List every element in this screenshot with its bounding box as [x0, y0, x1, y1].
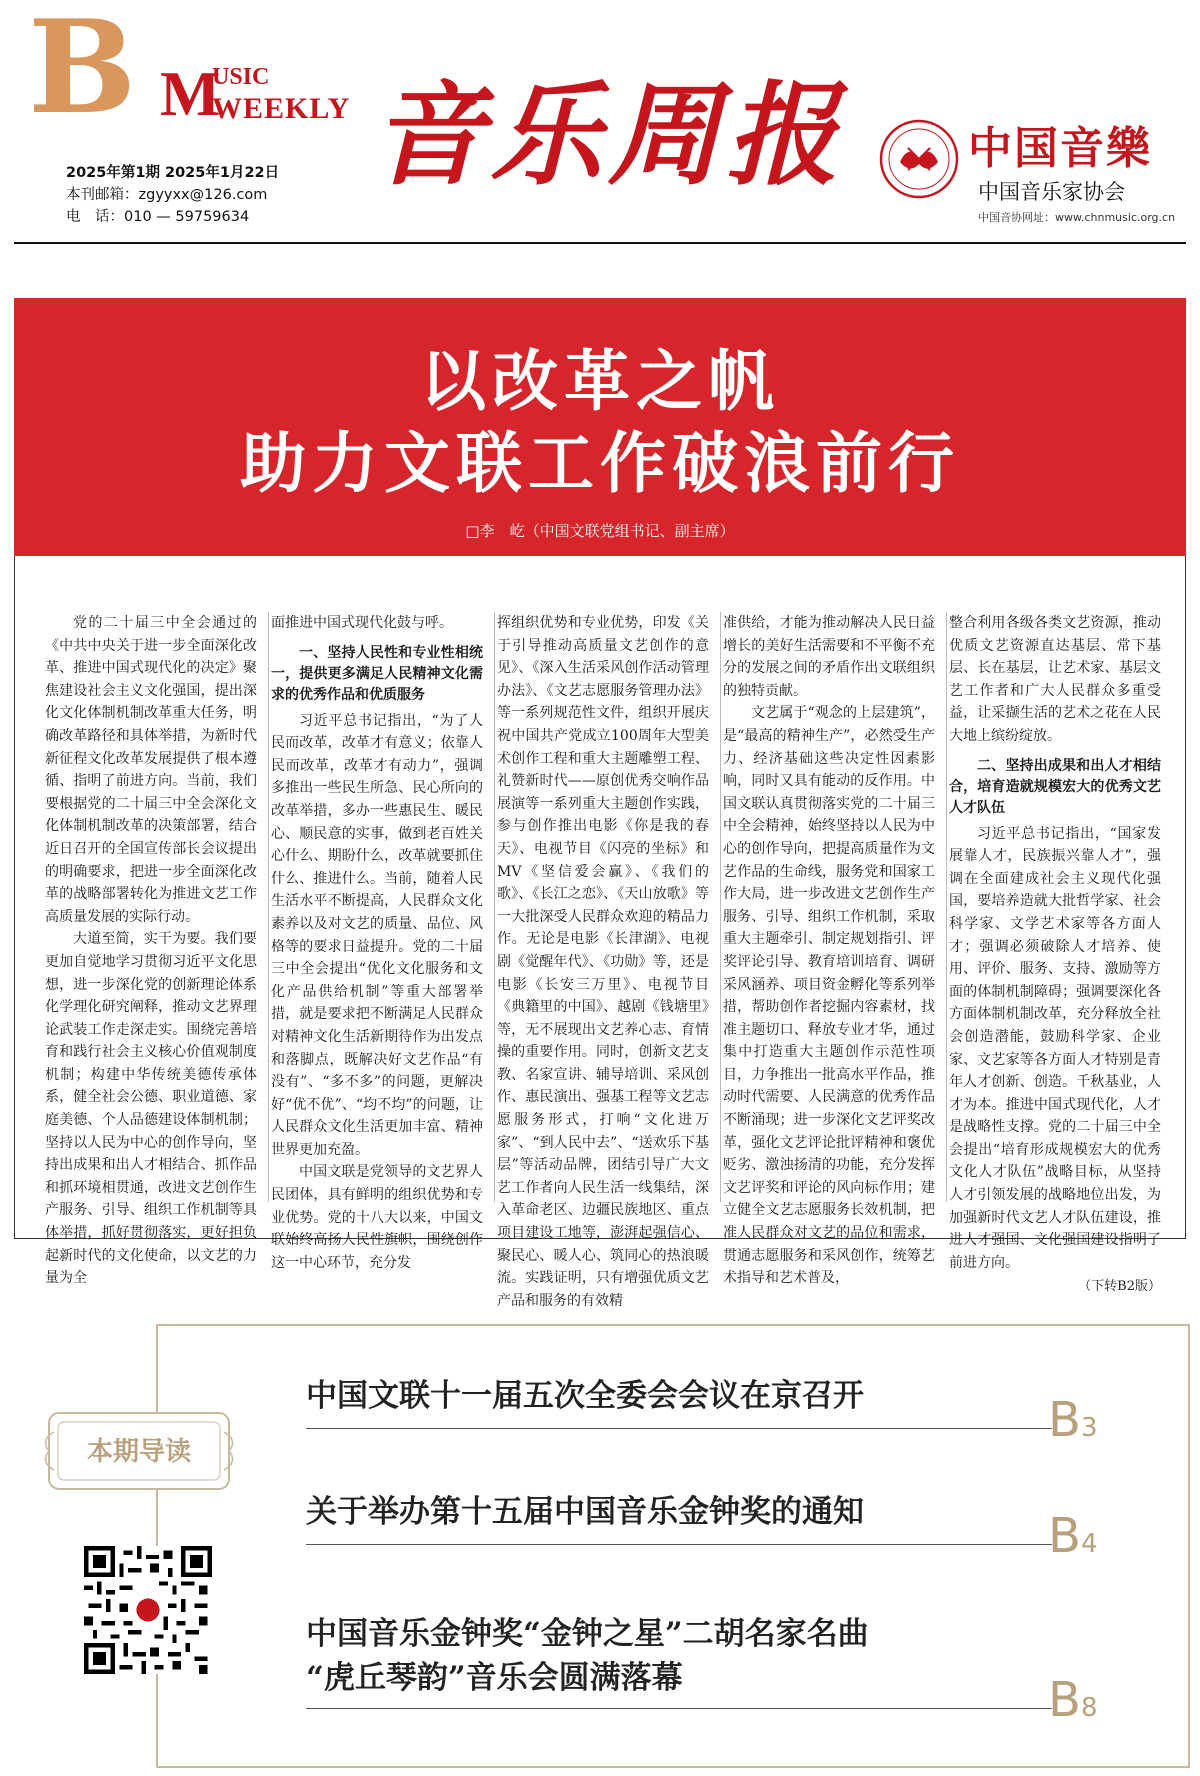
toc-page-letter: B: [1048, 1508, 1081, 1564]
association-seal-icon: [878, 118, 960, 200]
masthead: [0, 0, 1200, 245]
toc-item-3-title-line-2[interactable]: “虎丘琴韵”音乐会圆满落幕: [306, 1660, 683, 1696]
article-column-1: [45, 612, 257, 1287]
toc-item-3-rule: [306, 1708, 1052, 1709]
contents-badge: [46, 1410, 232, 1492]
toc-item-1-rule: [306, 1428, 1052, 1429]
toc-page-letter: B: [1048, 1392, 1081, 1448]
toc-item-3-page[interactable]: [1048, 1672, 1097, 1728]
association-name: 中国音乐家协会: [978, 180, 1125, 204]
article-columns: [45, 612, 1161, 1309]
phone-line: 电 话：010 — 59759634: [66, 209, 250, 225]
issue-info: [66, 162, 279, 228]
association-calligraphy: 中国音樂: [968, 123, 1152, 174]
toc-page-number: 4: [1080, 1529, 1098, 1559]
byline: □李 屹（中国文联党组书记、副主席）: [465, 522, 735, 540]
headline-line-2: 助力文联工作破浪前行: [240, 425, 960, 502]
article-column-2: [271, 612, 483, 1271]
toc-page-letter: B: [1048, 1672, 1081, 1728]
toc-item-3-title-line-1[interactable]: 中国音乐金钟奖“金钟之星”二胡名家名曲: [306, 1616, 869, 1652]
toc-page-number: 8: [1080, 1693, 1098, 1723]
email-line: 本刊邮箱：zgyyxx@126.com: [66, 187, 268, 203]
contents-badge-label: 本期导读: [86, 1437, 192, 1467]
toc-item-1-page[interactable]: [1048, 1392, 1097, 1448]
section-heading-2: 二、坚持出成果和出人才相结合，培育造就规模宏大的优秀文艺人才队伍: [949, 757, 1161, 816]
article-column-4: [723, 612, 935, 1287]
article-column-5: [949, 612, 1161, 1295]
toc-item-2-title[interactable]: 关于举办第十五届中国音乐金钟奖的通知: [306, 1494, 864, 1530]
article-paragraph: 整合利用各级各类文艺资源，推动优质文艺资源直达基层、常下基层、长在基层，让艺术家、基层文艺工作者和广大人民群众多重受益，让采撷生活的艺术之花在人民大地上缤纷绽放。: [949, 615, 1161, 744]
headline-line-1: 以改革之帆: [420, 343, 780, 420]
article-paragraph: 文艺属于“观念的上层建筑”，是“最高的精神生产”，必然受生产力、经济基础这些决定性因素影响，同时又具有能动的反作用。中国文联认真贯彻落实党的二十届三中全会精神，始终坚持以人民为中心的创作导向，把提高质量作为文艺作品的生命线，服务党和国家工作大局，进一步改进文艺创作生产服务、引导、组织工作机制，采取重大主题牵引、制定规划指引、评奖评论引导、教育培训培育、调研采风涵养、项目资金孵化等系列举措，帮助创作者挖掘内容素材，找准主题切口、释放专业才华，通过集中打造重大主题创作示范性项目，力争推出一批高水平作品，推动时代需要、人民满意的优秀作品不断涌现；进一步深化文艺评奖改革，强化文艺评论批评精神和褒优贬劣、激浊扬清的功能，充分发挥文艺评奖和评论的风向标作用；建立健全文艺志愿服务长效机制，把准人民群众对文艺的品位和需求，贯通志愿服务和采风创作，统筹艺术指导和艺术普及，: [723, 705, 935, 1287]
logo-letter-m: M: [160, 58, 221, 129]
logo-usic: USIC: [212, 64, 270, 90]
toc-page-number: 3: [1080, 1413, 1098, 1443]
article-paragraph: 挥组织优势和专业优势，印发《关于引导推动高质量文艺创作的意见》、《深入生活采风创作活动管理办法》、《文艺志愿服务管理办法》等一系列规范性文件，组织开展庆祝中国共产党成立100周年大型美术创作工程和重大主题雕塑工程、礼赞新时代——原创优秀交响作品展演等一系列重大主题创作实践，参与创作推出电影《你是我的春天》、电视节目《闪亮的坐标》和MV《坚信爱会赢》、《我们的歌》、《长江之恋》、《天山放歌》等一大批深受人民群众欢迎的精品力作。无论是电影《长津湖》、电视剧《觉醒年代》、《功勋》等，还是电影《长安三万里》、电视节目《典籍里的中国》、越剧《钱塘里》等，无不展现出文艺养心志、育情操的重要作用。同时，创新文艺支教、名家宣讲、辅导培训、采风创作、惠民演出、强基工程等文艺志愿服务形式，打响“文化进万家”、“到人民中去”、“送欢乐下基层”等活动品牌，团结引导广大文艺工作者向人民生活一线集结，深入革命老区、边疆民族地区、重点项目建设工地等，澎湃起强信心、聚民心、暖人心、筑同心的热浪暖流。实践证明，只有增强优质文艺产品和服务的有效精: [497, 615, 709, 1309]
article-paragraph: 面推进中国式现代化鼓与呼。: [271, 615, 453, 631]
logo-weekly: WEEKLY: [212, 92, 351, 125]
lead-article: [14, 556, 1186, 1309]
toc-item-2-rule: [306, 1544, 1052, 1545]
article-paragraph: 准供给，才能为推动解决人民日益增长的美好生活需要和不平衡不充分的发展之间的矛盾作出文联组织的独特贡献。: [723, 615, 935, 699]
continued-notice: （下转B2版）: [1078, 1279, 1161, 1295]
toc-item-1-title[interactable]: 中国文联十一届五次全委会会议在京召开: [306, 1378, 864, 1414]
article-paragraph: 习近平总书记指出，“国家发展靠人才，民族振兴靠人才”，强调在全面建成社会主义现代化强国，要培养造就大批哲学家、社会科学家、文学艺术家等各方面人才；强调必须破除人才培养、使用、评价、服务、支持、激励等方面的体制机制障碍；强调要深化各方面体制机制改革，充分释放全社会创造潜能，鼓励科学家、企业家、文艺家等各方面人才特别是青年人才创新、创造。千秋基业，人才为本。推进中国式现代化，人才是战略性支撑。党的二十届三中全会提出“培育形成规模宏大的优秀文化人才队伍”战略目标，从坚持人才引领发展的战略地位出发，为加强新时代文艺人才队伍建设，推进人才强国、文化强国建设指明了前进方向。: [949, 825, 1161, 1271]
article-paragraph: 大道至简，实干为要。我们要更加自觉地学习贯彻习近平文化思想，进一步深化党的创新理论体系化学理化研究阐释，推动文艺界理论武装工作走深走实。围绕完善培育和践行社会主义核心价值观制度机制；构建中华传统美德传承体系，健全社会公德、职业道德、家庭美德、个人品德建设体制机制；坚持以人民为中心的创作导向，坚持出成果和出人才相结合、抓作品和抓环境相贯通，改进文艺创作生产服务、引导、组织工作机制等具体举措，抓好贯彻落实，更好担负起新时代的文化使命，以文艺的力量为全: [45, 931, 257, 1287]
toc-item-2-page[interactable]: [1048, 1508, 1097, 1564]
article-paragraph: 中国文联是党领导的文艺界人民团体，具有鲜明的组织优势和专业优势。党的十八大以来，中国文联始终高扬人民性旗帜，围绕创作这一中心环节，充分发: [271, 1164, 483, 1271]
qr-code-icon[interactable]: [84, 1546, 212, 1674]
masthead-divider: [14, 242, 1186, 244]
article-paragraph: 党的二十届三中全会通过的《中共中央关于进一步全面深化改革、推进中国式现代化的决定》聚焦建设社会主义文化强国，提出深化文化体制机制改革重大任务，明确改革路径和具体举措，为新时代新征程文化改革发展提供了根本遵循、指明了前进方向。当前，我们要根据党的二十届三中全会深化文化体制机制改革的决策部署，结合近日召开的全国宣传部长会议提出的明确要求，把进一步全面深化改革的战略部署转化为推进文艺工作高质量发展的实际行动。: [45, 615, 257, 925]
association-url: 中国音协网址：www.chnmusic.org.cn: [978, 211, 1176, 224]
newspaper-title: 音乐周报: [372, 70, 844, 201]
article-paragraph: 习近平总书记指出，“为了人民而改革，改革才有意义；依靠人民而改革，改革才有动力”，强调多推出一些民生所急、民心所向的改革举措，多办一些惠民生、暖民心、顺民意的实事，做到老百姓关心什么、期盼什么，改革就要抓住什么、推进什么。当前，随着人民生活水平不断提高，人民群众文化素养以及对文艺的质量、品位、风格等的要求日益提升。党的二十届三中全会提出“优化文化服务和文化产品供给机制”等重大部署举措，就是要求把不断满足人民群众对精神文化生活新期待作为出发点和落脚点，既解决好文艺作品“有没有”、“多不多”的问题，更解决好“优不优”、“均不均”的问题，让人民群众文化生活更加丰富、精神世界更加充盈。: [271, 712, 483, 1158]
headline-banner: [14, 298, 1186, 556]
article-column-3: [497, 612, 709, 1309]
issue-date: 2025年第1期 2025年1月22日: [66, 165, 280, 181]
music-weekly-logo: [160, 58, 375, 132]
edition-letter: B: [28, 0, 137, 143]
section-heading-1: 一、坚持人民性和专业性相统一，提供更多满足人民精神文化需求的优秀作品和优质服务: [271, 644, 483, 703]
